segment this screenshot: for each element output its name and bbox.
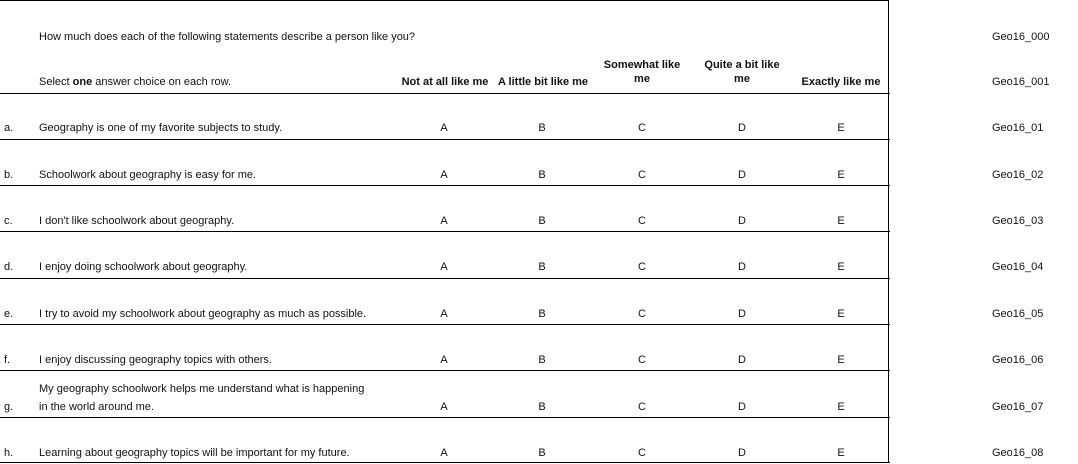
option-c[interactable]: C — [638, 122, 646, 134]
row-statement: Schoolwork about geography is easy for me. — [39, 169, 257, 181]
row-letter: a. — [4, 122, 14, 134]
option-e[interactable]: E — [837, 261, 845, 273]
option-e[interactable]: E — [837, 447, 845, 459]
row-code: Geo16_06 — [992, 354, 1044, 366]
row-code: Geo16_03 — [992, 215, 1044, 227]
row-code: Geo16_04 — [992, 261, 1044, 273]
row-statement: Geography is one of my favorite subjects to study. — [39, 122, 283, 134]
column-header-little-bit: A little bit like me — [497, 76, 589, 88]
row-statement: Learning about geography topics will be important for my future. — [39, 447, 350, 459]
row-statement-line-2: in the world around me. — [39, 401, 154, 413]
instruction-pre: Select — [39, 76, 73, 88]
option-c[interactable]: C — [638, 401, 646, 413]
row-code: Geo16_01 — [992, 122, 1044, 134]
row-divider — [0, 417, 890, 418]
instruction-post: answer choice on each row. — [92, 76, 232, 88]
option-e[interactable]: E — [837, 169, 845, 181]
question-prompt: How much does each of the following statements describe a person like you? — [39, 31, 416, 43]
option-d[interactable]: D — [738, 215, 746, 227]
option-b[interactable]: B — [538, 354, 546, 366]
column-header-somewhat: Somewhat like me — [603, 59, 681, 85]
row-divider — [0, 278, 890, 279]
option-a[interactable]: A — [440, 169, 448, 181]
row-divider — [0, 93, 890, 94]
option-b[interactable]: B — [538, 308, 546, 320]
row-statement: I enjoy doing schoolwork about geography. — [39, 261, 248, 273]
row-statement: I try to avoid my schoolwork about geography as much as possible. — [39, 308, 367, 320]
column-header-exactly: Exactly like me — [801, 76, 881, 88]
option-a[interactable]: A — [440, 308, 448, 320]
column-header-quite-a-bit: Quite a bit like me — [704, 59, 780, 85]
row-letter: b. — [4, 169, 14, 181]
option-b[interactable]: B — [538, 401, 546, 413]
option-a[interactable]: A — [440, 447, 448, 459]
prompt-code: Geo16_000 — [992, 31, 1050, 43]
option-a[interactable]: A — [440, 215, 448, 227]
row-letter: e. — [4, 308, 14, 320]
option-d[interactable]: D — [738, 122, 746, 134]
option-b[interactable]: B — [538, 122, 546, 134]
option-a[interactable]: A — [440, 261, 448, 273]
instruction — [39, 75, 231, 89]
row-letter: h. — [4, 447, 14, 459]
row-letter: f. — [4, 354, 11, 366]
option-c[interactable]: C — [638, 169, 646, 181]
option-d[interactable]: D — [738, 447, 746, 459]
option-d[interactable]: D — [738, 308, 746, 320]
instruction-code: Geo16_001 — [992, 76, 1050, 88]
option-c[interactable]: C — [638, 354, 646, 366]
row-divider — [0, 231, 890, 232]
row-letter: g. — [4, 401, 14, 413]
option-e[interactable]: E — [837, 401, 845, 413]
option-c[interactable]: C — [638, 447, 646, 459]
option-e[interactable]: E — [837, 354, 845, 366]
row-divider — [0, 324, 890, 325]
option-b[interactable]: B — [538, 215, 546, 227]
option-c[interactable]: C — [638, 261, 646, 273]
row-divider — [0, 139, 890, 140]
option-a[interactable]: A — [440, 122, 448, 134]
option-e[interactable]: E — [837, 308, 845, 320]
row-statement: I enjoy discussing geography topics with others. — [39, 354, 272, 366]
row-code: Geo16_07 — [992, 401, 1044, 413]
option-d[interactable]: D — [738, 401, 746, 413]
option-b[interactable]: B — [538, 169, 546, 181]
row-divider — [0, 462, 890, 463]
row-code: Geo16_05 — [992, 308, 1044, 320]
row-statement: I don't like schoolwork about geography. — [39, 215, 235, 227]
option-d[interactable]: D — [738, 169, 746, 181]
option-c[interactable]: C — [638, 215, 646, 227]
column-header-not-at-all: Not at all like me — [401, 76, 489, 88]
row-letter: c. — [4, 215, 13, 227]
option-b[interactable]: B — [538, 261, 546, 273]
option-a[interactable]: A — [440, 354, 448, 366]
row-letter: d. — [4, 261, 14, 273]
option-e[interactable]: E — [837, 215, 845, 227]
option-d[interactable]: D — [738, 354, 746, 366]
option-d[interactable]: D — [738, 261, 746, 273]
option-e[interactable]: E — [837, 122, 845, 134]
option-c[interactable]: C — [638, 308, 646, 320]
row-divider — [0, 370, 890, 371]
option-b[interactable]: B — [538, 447, 546, 459]
row-code: Geo16_02 — [992, 169, 1044, 181]
row-code: Geo16_08 — [992, 447, 1044, 459]
row-statement-line-1: My geography schoolwork helps me understand what is happening — [39, 383, 365, 395]
option-a[interactable]: A — [440, 401, 448, 413]
instruction-emphasis: one — [72, 76, 93, 88]
row-divider — [0, 185, 890, 186]
